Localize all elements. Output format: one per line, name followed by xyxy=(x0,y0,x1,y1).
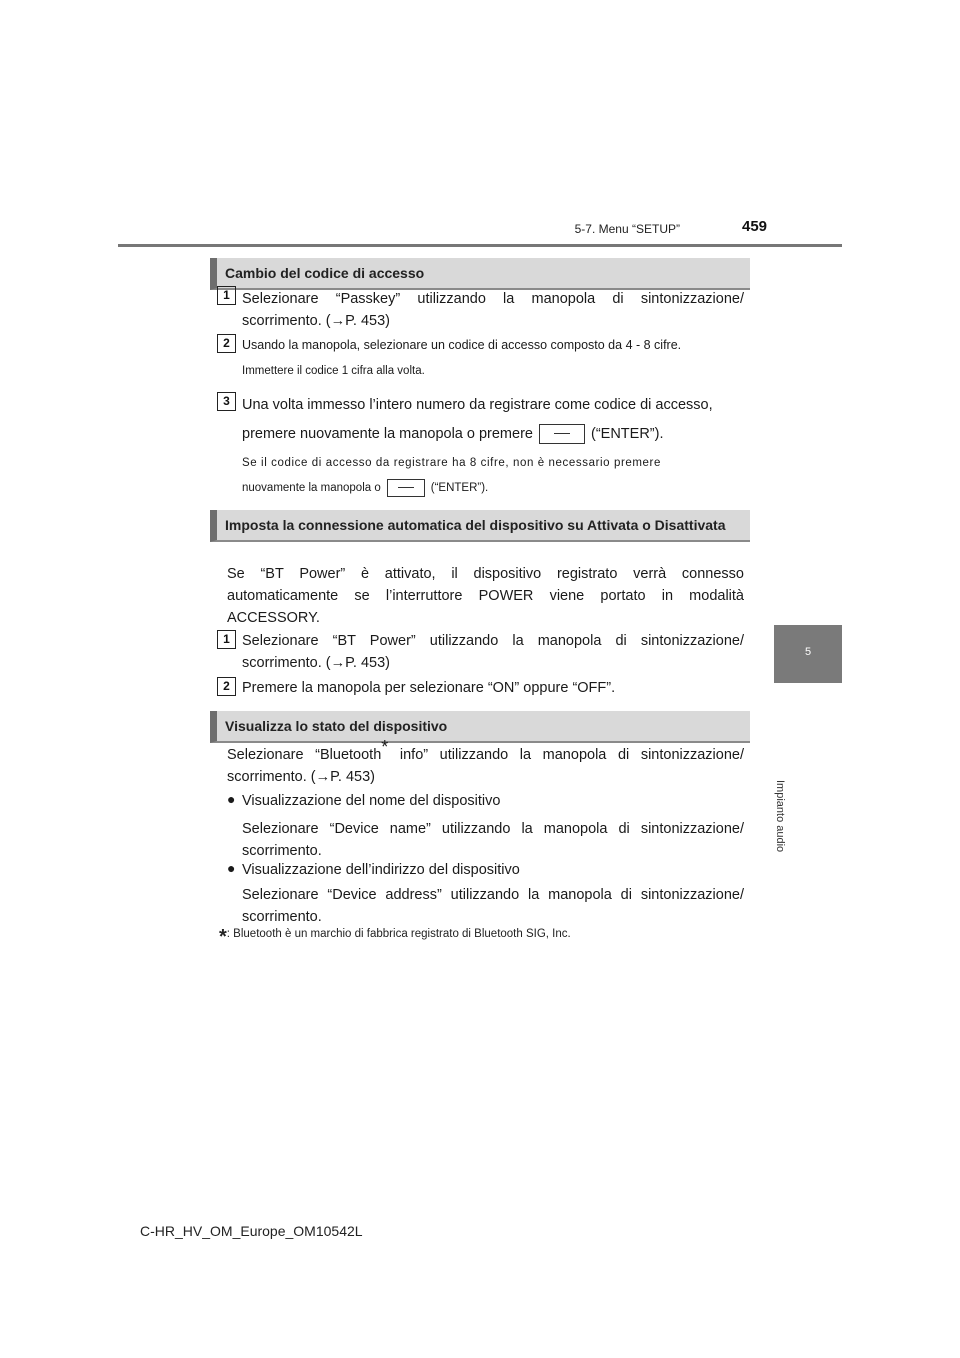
chapter-number: 5 xyxy=(804,646,812,658)
section-heading-passkey: Cambio del codice di accesso xyxy=(210,258,750,290)
step-3-text-line2 xyxy=(242,423,744,445)
step-1-text: Selezionare “Passkey” utilizzando la manopola di sintonizzazione/ scorrimento. (→P. 453) xyxy=(242,291,744,329)
chapter-label: Impianto audio xyxy=(774,780,786,853)
step-3-text-line2a: premere nuovamente la manopola o premere xyxy=(242,426,533,442)
step-number-1: 1 xyxy=(217,630,236,649)
step-3-note-line2b: (“ENTER”). xyxy=(430,482,489,494)
footnote-mark: * xyxy=(219,926,227,948)
header-section-title: 5-7. Menu “SETUP” xyxy=(574,222,680,236)
document-footer-code: C-HR_HV_OM_Europe_OM10542L xyxy=(140,1223,363,1239)
bt-power-step-1: Selezionare “BT Power” utilizzando la manopola di sintonizzazione/ scorrimento. (→P. 453) xyxy=(242,633,744,671)
section-heading-device-status: Visualizza lo stato del dispositivo xyxy=(210,711,750,743)
footnote xyxy=(219,926,571,949)
device-status-intro xyxy=(227,737,744,788)
section-heading-bt-power: Imposta la connessione automatica del dispositivo su Attivata o Disattivata xyxy=(210,510,750,542)
trademark-asterisk: * xyxy=(381,737,389,758)
step-3-text-line1: Una volta immesso l’intero numero da registrare come codice di accesso, xyxy=(242,397,713,413)
bullet-2-text: Selezionare “Device address” utilizzando la manopola di sintonizzazione/ scorrimento. xyxy=(242,887,744,925)
bullet-icon: ● xyxy=(227,791,236,807)
step-number-1: 1 xyxy=(217,286,236,305)
header-rule xyxy=(118,244,842,247)
chapter-label-wrap xyxy=(774,690,800,853)
device-status-intro-a: Selezionare “Bluetooth xyxy=(227,747,382,763)
bt-power-step-2: Premere la manopola per selezionare “ON” oppure “OFF”. xyxy=(242,680,616,696)
step-number-2: 2 xyxy=(217,334,236,353)
step-3-note-line2a: nuovamente la manopola o xyxy=(242,482,381,494)
step-3-text-line2b: (“ENTER”). xyxy=(590,426,664,442)
step-3-note-line2 xyxy=(242,477,744,499)
bullet-icon: ● xyxy=(227,860,236,876)
bt-power-intro: Se “BT Power” è attivato, il dispositivo registrato verrà connesso automaticamente se l’interruttore POWER viene portato in modalità ACCESSORY. xyxy=(227,566,744,626)
enter-button-icon xyxy=(539,424,585,444)
footnote-text: : Bluetooth è un marchio di fabbrica registrato di Bluetooth SIG, Inc. xyxy=(226,928,571,940)
step-number-3: 3 xyxy=(217,392,236,411)
step-3-note-line1: Se il codice di accesso da registrare ha 8 cifre, non è necessario premere xyxy=(242,457,661,469)
bullet-1-text: Selezionare “Device name” utilizzando la manopola di sintonizzazione/ scorrimento. xyxy=(242,821,744,859)
enter-button-icon-small xyxy=(387,479,425,497)
device-status-intro-b: info” utilizzando la manopola di sintonizzazione/ scorrimento. (→P. 453) xyxy=(227,747,744,785)
step-2-note: Immettere il codice 1 cifra alla volta. xyxy=(242,365,425,377)
step-2-text: Usando la manopola, selezionare un codice di accesso composto da 4 - 8 cifre. xyxy=(242,338,682,352)
step-number-2: 2 xyxy=(217,677,236,696)
bullet-1-title: Visualizzazione del nome del dispositivo xyxy=(242,793,501,809)
page-number: 459 xyxy=(742,218,768,235)
bullet-2-title: Visualizzazione dell’indirizzo del dispositivo xyxy=(242,862,520,878)
